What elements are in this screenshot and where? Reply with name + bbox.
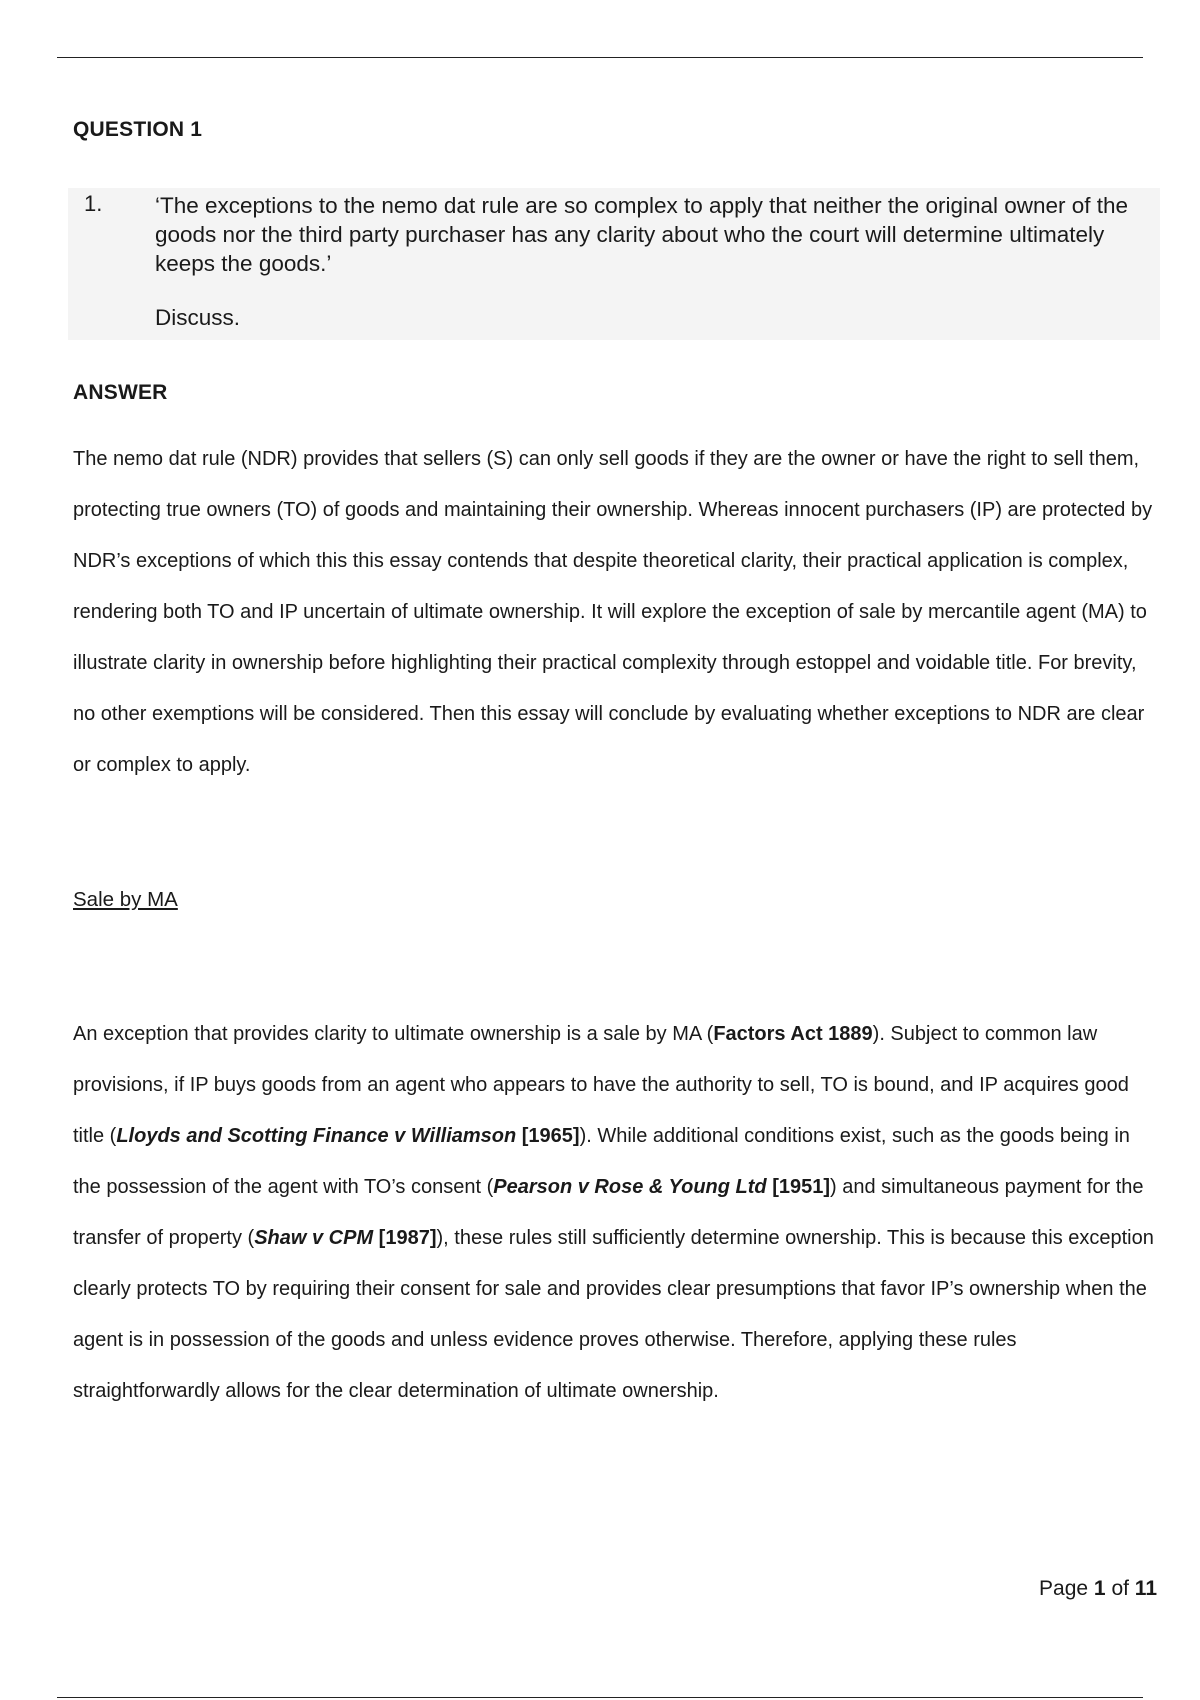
section-heading: Sale by MA [73, 888, 178, 911]
question-text: ‘The exceptions to the nemo dat rule are so complex to apply that neither the original owner of the goods nor the third party purchaser has any clarity about who the court will determine ultimately keeps the goods.’ [155, 193, 1129, 276]
para-text: An exception that provides clarity to ultimate ownership is a sale by MA ( [73, 1023, 714, 1045]
question-heading: QUESTION 1 [73, 118, 203, 141]
question-number: 1. [84, 191, 103, 216]
case-name: Pearson v Rose & Young Ltd [493, 1176, 767, 1198]
question-instruction: Discuss. [155, 305, 241, 330]
of-word: of [1111, 1577, 1129, 1600]
page-current: 1 [1093, 1577, 1106, 1600]
case-name: Lloyds and Scotting Finance v Williamson [116, 1125, 517, 1147]
bottom-rule [57, 1697, 1143, 1698]
case-citation [116, 1125, 579, 1147]
page-word: Page [1039, 1577, 1089, 1600]
answer-heading: ANSWER [73, 381, 168, 404]
case-name: Shaw v CPM [254, 1227, 374, 1249]
case-year: [1965] [516, 1125, 580, 1147]
case-year: [1951] [766, 1176, 831, 1198]
page-indicator [1039, 1577, 1157, 1601]
case-citation [493, 1176, 830, 1198]
case-year: [1987] [373, 1227, 437, 1249]
case-citation [254, 1227, 436, 1249]
para-text: ) and simultaneous payment for the transfer of property ( [73, 1176, 1144, 1249]
para-text: ). Subject to common law provisions, if IP buys goods from an agent who appears to have the authority to sell, TO is bound, and IP acquires good title ( [73, 1023, 1129, 1147]
intro-paragraph: The nemo dat rule (NDR) provides that sellers (S) can only sell goods if they are the owner or have the right to sell them, protecting true owners (TO) of goods and maintaining their ownership. Whereas innocent purchasers (IP) are protected by NDR’s exceptions of which this this essay contends that despite theoretical clarity, their practical application is complex, rendering both TO and IP uncertain of ultimate ownership. It will explore the exception of sale by mercantile agent (MA) to illustrate clarity in ownership before highlighting their practical complexity through estoppel and voidable title. For brevity, no other exemptions will be considered. Then this essay will conclude by evaluating whether exceptions to NDR are clear or complex to apply. [73, 448, 1153, 776]
top-rule [57, 57, 1143, 58]
statute-citation: Factors Act 1889 [713, 1023, 873, 1045]
section-paragraph [73, 1009, 1158, 1417]
para-text: ), these rules still sufficiently determine ownership. This is because this exception clearly protects TO by requiring their consent for sale and provides clear presumptions that favor IP’s ownership when the agent is in possession of the goods and unless evidence proves otherwise. Therefore, applying these rules straightforwardly allows for the clear determination of ultimate ownership. [73, 1227, 1154, 1402]
page-total: 11 [1134, 1577, 1157, 1600]
para-text: ). While additional conditions exist, such as the goods being in the possession of the agent with TO’s consent ( [73, 1125, 1130, 1198]
